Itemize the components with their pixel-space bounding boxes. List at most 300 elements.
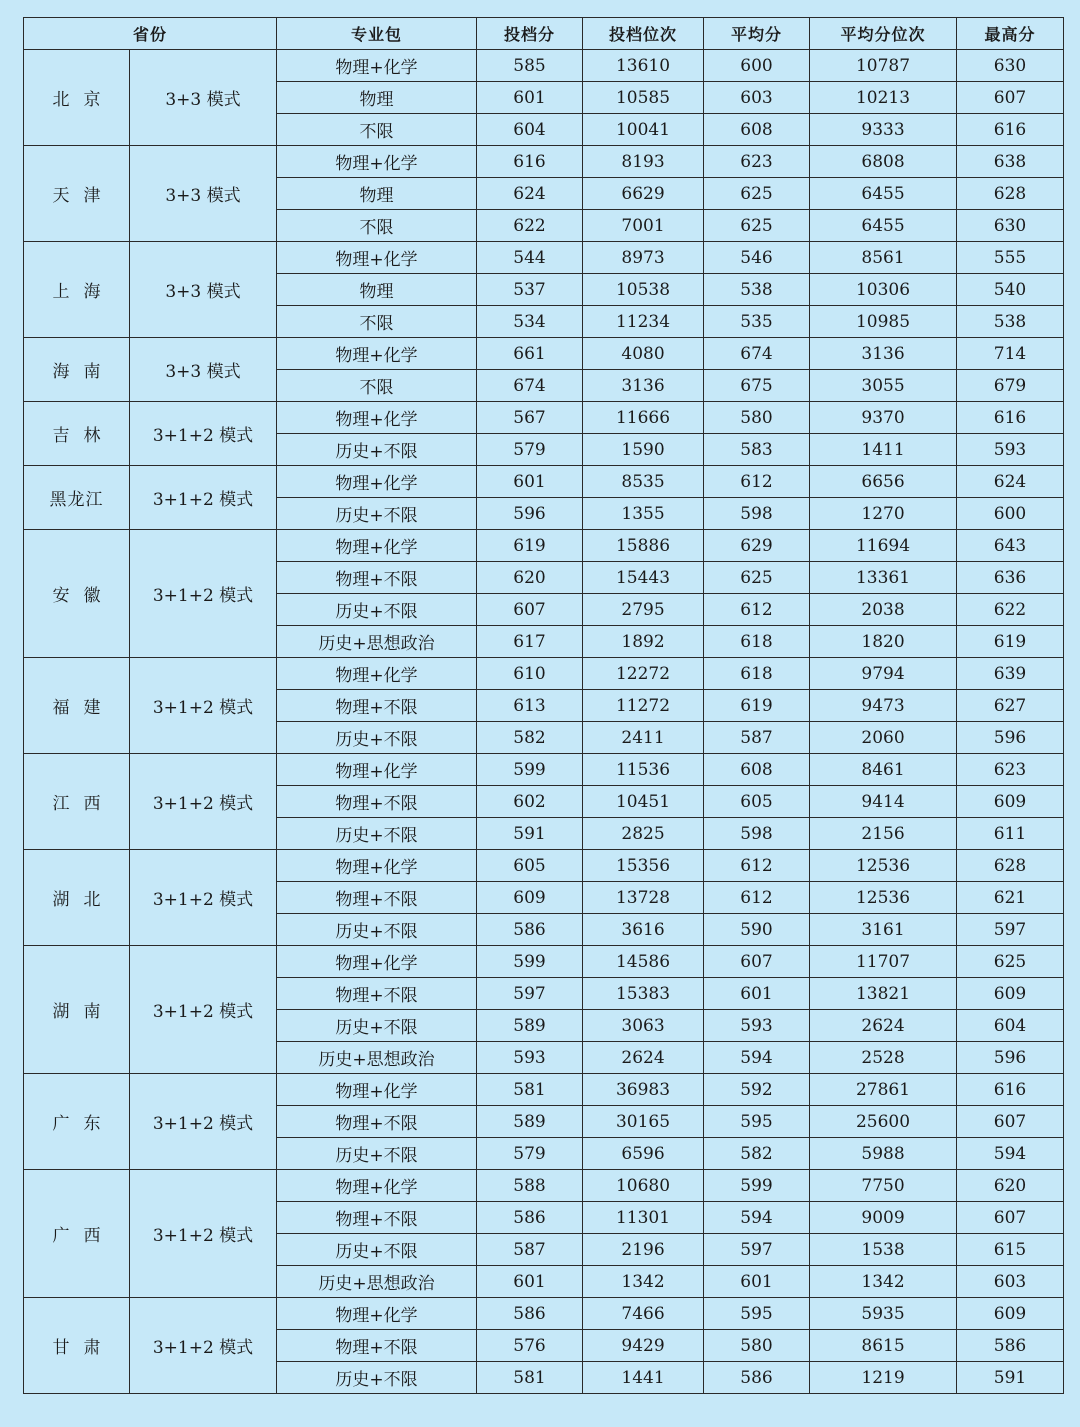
cutoff-rank-cell: 1590 (583, 434, 704, 466)
header-cutoff-score: 投档分 (477, 18, 583, 50)
cutoff-score-cell: 581 (477, 1362, 583, 1394)
cutoff-rank-cell: 14586 (583, 946, 704, 978)
average-rank-cell: 1342 (810, 1266, 957, 1298)
table-row (24, 242, 1064, 274)
average-rank-cell: 5988 (810, 1138, 957, 1170)
average-rank-cell: 13821 (810, 978, 957, 1010)
highest-score-cell: 630 (957, 50, 1064, 82)
province-cell: 广西 (24, 1170, 130, 1298)
highest-score-cell: 609 (957, 978, 1064, 1010)
highest-score-cell: 628 (957, 850, 1064, 882)
major-package-cell: 物理+化学 (277, 658, 477, 690)
highest-score-cell: 603 (957, 1266, 1064, 1298)
table-row (24, 754, 1064, 786)
average-score-cell: 587 (704, 722, 810, 754)
average-score-cell: 590 (704, 914, 810, 946)
major-package-cell: 物理+化学 (277, 1298, 477, 1330)
cutoff-score-cell: 602 (477, 786, 583, 818)
province-cell: 北京 (24, 50, 130, 146)
table-row (24, 466, 1064, 498)
average-rank-cell: 27861 (810, 1074, 957, 1106)
cutoff-rank-cell: 1892 (583, 626, 704, 658)
table-row (24, 1170, 1064, 1202)
province-cell: 吉林 (24, 402, 130, 466)
highest-score-cell: 643 (957, 530, 1064, 562)
cutoff-score-cell: 601 (477, 82, 583, 114)
cutoff-rank-cell: 10451 (583, 786, 704, 818)
highest-score-cell: 600 (957, 498, 1064, 530)
province-cell: 福建 (24, 658, 130, 754)
cutoff-rank-cell: 1441 (583, 1362, 704, 1394)
average-score-cell: 582 (704, 1138, 810, 1170)
cutoff-rank-cell: 7466 (583, 1298, 704, 1330)
cutoff-rank-cell: 12272 (583, 658, 704, 690)
average-score-cell: 600 (704, 50, 810, 82)
major-package-cell: 历史+不限 (277, 434, 477, 466)
average-score-cell: 623 (704, 146, 810, 178)
cutoff-rank-cell: 3136 (583, 370, 704, 402)
average-rank-cell: 8561 (810, 242, 957, 274)
cutoff-rank-cell: 2795 (583, 594, 704, 626)
cutoff-score-cell: 589 (477, 1010, 583, 1042)
average-score-cell: 625 (704, 178, 810, 210)
cutoff-score-cell: 588 (477, 1170, 583, 1202)
average-score-cell: 612 (704, 850, 810, 882)
cutoff-score-cell: 586 (477, 1298, 583, 1330)
average-score-cell: 608 (704, 114, 810, 146)
table-row (24, 146, 1064, 178)
highest-score-cell: 597 (957, 914, 1064, 946)
cutoff-rank-cell: 36983 (583, 1074, 704, 1106)
highest-score-cell: 596 (957, 1042, 1064, 1074)
average-rank-cell: 12536 (810, 850, 957, 882)
average-score-cell: 595 (704, 1106, 810, 1138)
cutoff-rank-cell: 15443 (583, 562, 704, 594)
cutoff-score-cell: 674 (477, 370, 583, 402)
cutoff-score-cell: 607 (477, 594, 583, 626)
cutoff-score-cell: 579 (477, 1138, 583, 1170)
cutoff-rank-cell: 8193 (583, 146, 704, 178)
cutoff-rank-cell: 8535 (583, 466, 704, 498)
average-score-cell: 538 (704, 274, 810, 306)
major-package-cell: 历史+不限 (277, 1010, 477, 1042)
average-rank-cell: 1219 (810, 1362, 957, 1394)
average-rank-cell: 2060 (810, 722, 957, 754)
province-cell: 湖南 (24, 946, 130, 1074)
major-package-cell: 物理+不限 (277, 978, 477, 1010)
average-rank-cell: 11694 (810, 530, 957, 562)
average-score-cell: 598 (704, 818, 810, 850)
highest-score-cell: 627 (957, 690, 1064, 722)
major-package-cell: 历史+不限 (277, 1234, 477, 1266)
cutoff-rank-cell: 2196 (583, 1234, 704, 1266)
cutoff-score-cell: 620 (477, 562, 583, 594)
average-score-cell: 583 (704, 434, 810, 466)
highest-score-cell: 538 (957, 306, 1064, 338)
province-cell: 海南 (24, 338, 130, 402)
cutoff-score-cell: 579 (477, 434, 583, 466)
highest-score-cell: 591 (957, 1362, 1064, 1394)
average-rank-cell: 2156 (810, 818, 957, 850)
highest-score-cell: 607 (957, 1106, 1064, 1138)
cutoff-score-cell: 596 (477, 498, 583, 530)
cutoff-rank-cell: 4080 (583, 338, 704, 370)
cutoff-rank-cell: 11666 (583, 402, 704, 434)
exam-mode-cell: 3+1+2 模式 (130, 1074, 277, 1170)
cutoff-score-cell: 593 (477, 1042, 583, 1074)
exam-mode-cell: 3+3 模式 (130, 50, 277, 146)
major-package-cell: 物理+化学 (277, 402, 477, 434)
major-package-cell: 不限 (277, 210, 477, 242)
admission-score-table (23, 17, 1064, 1394)
average-score-cell: 595 (704, 1298, 810, 1330)
cutoff-score-cell: 605 (477, 850, 583, 882)
major-package-cell: 物理+化学 (277, 850, 477, 882)
average-score-cell: 546 (704, 242, 810, 274)
major-package-cell: 物理+不限 (277, 786, 477, 818)
cutoff-rank-cell: 2825 (583, 818, 704, 850)
exam-mode-cell: 3+1+2 模式 (130, 946, 277, 1074)
cutoff-score-cell: 599 (477, 946, 583, 978)
cutoff-score-cell: 591 (477, 818, 583, 850)
cutoff-rank-cell: 15383 (583, 978, 704, 1010)
exam-mode-cell: 3+3 模式 (130, 338, 277, 402)
major-package-cell: 历史+不限 (277, 722, 477, 754)
highest-score-cell: 555 (957, 242, 1064, 274)
average-rank-cell: 8615 (810, 1330, 957, 1362)
province-cell: 上海 (24, 242, 130, 338)
cutoff-score-cell: 622 (477, 210, 583, 242)
highest-score-cell: 609 (957, 786, 1064, 818)
header-average-rank: 平均分位次 (810, 18, 957, 50)
highest-score-cell: 624 (957, 466, 1064, 498)
cutoff-rank-cell: 8973 (583, 242, 704, 274)
average-rank-cell: 6455 (810, 210, 957, 242)
exam-mode-cell: 3+1+2 模式 (130, 1170, 277, 1298)
major-package-cell: 物理+不限 (277, 882, 477, 914)
cutoff-score-cell: 624 (477, 178, 583, 210)
average-rank-cell: 13361 (810, 562, 957, 594)
average-score-cell: 629 (704, 530, 810, 562)
average-rank-cell: 3055 (810, 370, 957, 402)
highest-score-cell: 622 (957, 594, 1064, 626)
average-score-cell: 608 (704, 754, 810, 786)
cutoff-score-cell: 597 (477, 978, 583, 1010)
average-rank-cell: 6808 (810, 146, 957, 178)
average-rank-cell: 1411 (810, 434, 957, 466)
average-rank-cell: 1820 (810, 626, 957, 658)
average-rank-cell: 3136 (810, 338, 957, 370)
cutoff-rank-cell: 11272 (583, 690, 704, 722)
highest-score-cell: 638 (957, 146, 1064, 178)
highest-score-cell: 616 (957, 114, 1064, 146)
major-package-cell: 物理 (277, 274, 477, 306)
cutoff-rank-cell: 11234 (583, 306, 704, 338)
average-score-cell: 603 (704, 82, 810, 114)
average-score-cell: 594 (704, 1042, 810, 1074)
highest-score-cell: 679 (957, 370, 1064, 402)
cutoff-score-cell: 661 (477, 338, 583, 370)
major-package-cell: 不限 (277, 306, 477, 338)
average-score-cell: 594 (704, 1202, 810, 1234)
header-row (24, 18, 1064, 50)
cutoff-score-cell: 544 (477, 242, 583, 274)
cutoff-rank-cell: 1355 (583, 498, 704, 530)
average-score-cell: 580 (704, 1330, 810, 1362)
major-package-cell: 物理+不限 (277, 1106, 477, 1138)
cutoff-score-cell: 619 (477, 530, 583, 562)
major-package-cell: 不限 (277, 114, 477, 146)
cutoff-rank-cell: 2624 (583, 1042, 704, 1074)
cutoff-rank-cell: 9429 (583, 1330, 704, 1362)
highest-score-cell: 611 (957, 818, 1064, 850)
average-rank-cell: 1538 (810, 1234, 957, 1266)
header-highest-score: 最高分 (957, 18, 1064, 50)
table-row (24, 1298, 1064, 1330)
major-package-cell: 不限 (277, 370, 477, 402)
major-package-cell: 物理+不限 (277, 562, 477, 594)
cutoff-score-cell: 586 (477, 914, 583, 946)
major-package-cell: 物理+化学 (277, 1074, 477, 1106)
cutoff-rank-cell: 3616 (583, 914, 704, 946)
header-major-package: 专业包 (277, 18, 477, 50)
cutoff-score-cell: 609 (477, 882, 583, 914)
average-rank-cell: 10985 (810, 306, 957, 338)
table-row (24, 402, 1064, 434)
cutoff-score-cell: 537 (477, 274, 583, 306)
average-rank-cell: 5935 (810, 1298, 957, 1330)
cutoff-rank-cell: 3063 (583, 1010, 704, 1042)
province-cell: 江西 (24, 754, 130, 850)
cutoff-score-cell: 576 (477, 1330, 583, 1362)
score-table-container (23, 17, 1064, 1394)
cutoff-rank-cell: 6596 (583, 1138, 704, 1170)
exam-mode-cell: 3+1+2 模式 (130, 850, 277, 946)
average-score-cell: 601 (704, 1266, 810, 1298)
major-package-cell: 历史+思想政治 (277, 626, 477, 658)
cutoff-rank-cell: 10585 (583, 82, 704, 114)
header-province: 省份 (24, 18, 277, 50)
major-package-cell: 物理+化学 (277, 50, 477, 82)
average-score-cell: 625 (704, 562, 810, 594)
major-package-cell: 历史+思想政治 (277, 1266, 477, 1298)
cutoff-score-cell: 604 (477, 114, 583, 146)
cutoff-score-cell: 582 (477, 722, 583, 754)
average-rank-cell: 10787 (810, 50, 957, 82)
highest-score-cell: 615 (957, 1234, 1064, 1266)
cutoff-rank-cell: 1342 (583, 1266, 704, 1298)
average-score-cell: 586 (704, 1362, 810, 1394)
cutoff-rank-cell: 10680 (583, 1170, 704, 1202)
cutoff-score-cell: 616 (477, 146, 583, 178)
major-package-cell: 历史+不限 (277, 1362, 477, 1394)
cutoff-score-cell: 581 (477, 1074, 583, 1106)
province-cell: 黑龙江 (24, 466, 130, 530)
average-score-cell: 612 (704, 466, 810, 498)
average-rank-cell: 9414 (810, 786, 957, 818)
table-row (24, 658, 1064, 690)
highest-score-cell: 620 (957, 1170, 1064, 1202)
major-package-cell: 物理+不限 (277, 1330, 477, 1362)
cutoff-rank-cell: 11536 (583, 754, 704, 786)
cutoff-score-cell: 587 (477, 1234, 583, 1266)
average-score-cell: 607 (704, 946, 810, 978)
average-score-cell: 612 (704, 882, 810, 914)
exam-mode-cell: 3+1+2 模式 (130, 402, 277, 466)
highest-score-cell: 621 (957, 882, 1064, 914)
exam-mode-cell: 3+1+2 模式 (130, 1298, 277, 1394)
table-row (24, 946, 1064, 978)
cutoff-score-cell: 613 (477, 690, 583, 722)
major-package-cell: 物理+化学 (277, 530, 477, 562)
average-score-cell: 597 (704, 1234, 810, 1266)
highest-score-cell: 625 (957, 946, 1064, 978)
table-row (24, 530, 1064, 562)
average-rank-cell: 2624 (810, 1010, 957, 1042)
average-rank-cell: 10213 (810, 82, 957, 114)
average-rank-cell: 25600 (810, 1106, 957, 1138)
average-rank-cell: 10306 (810, 274, 957, 306)
cutoff-rank-cell: 15886 (583, 530, 704, 562)
average-score-cell: 605 (704, 786, 810, 818)
highest-score-cell: 639 (957, 658, 1064, 690)
highest-score-cell: 628 (957, 178, 1064, 210)
major-package-cell: 历史+不限 (277, 1138, 477, 1170)
cutoff-rank-cell: 6629 (583, 178, 704, 210)
header-cutoff-rank: 投档位次 (583, 18, 704, 50)
average-score-cell: 625 (704, 210, 810, 242)
province-cell: 湖北 (24, 850, 130, 946)
highest-score-cell: 596 (957, 722, 1064, 754)
major-package-cell: 物理+不限 (277, 690, 477, 722)
average-rank-cell: 3161 (810, 914, 957, 946)
major-package-cell: 物理 (277, 82, 477, 114)
highest-score-cell: 636 (957, 562, 1064, 594)
average-rank-cell: 9333 (810, 114, 957, 146)
major-package-cell: 物理+化学 (277, 754, 477, 786)
average-rank-cell: 7750 (810, 1170, 957, 1202)
cutoff-score-cell: 589 (477, 1106, 583, 1138)
cutoff-rank-cell: 30165 (583, 1106, 704, 1138)
cutoff-score-cell: 585 (477, 50, 583, 82)
average-rank-cell: 6455 (810, 178, 957, 210)
average-score-cell: 618 (704, 626, 810, 658)
average-score-cell: 593 (704, 1010, 810, 1042)
average-score-cell: 601 (704, 978, 810, 1010)
exam-mode-cell: 3+3 模式 (130, 242, 277, 338)
major-package-cell: 物理+化学 (277, 466, 477, 498)
cutoff-score-cell: 586 (477, 1202, 583, 1234)
major-package-cell: 物理 (277, 178, 477, 210)
average-score-cell: 599 (704, 1170, 810, 1202)
header-average-score: 平均分 (704, 18, 810, 50)
province-cell: 广东 (24, 1074, 130, 1170)
major-package-cell: 物理+化学 (277, 242, 477, 274)
exam-mode-cell: 3+1+2 模式 (130, 530, 277, 658)
major-package-cell: 历史+不限 (277, 498, 477, 530)
exam-mode-cell: 3+1+2 模式 (130, 658, 277, 754)
average-score-cell: 674 (704, 338, 810, 370)
cutoff-rank-cell: 7001 (583, 210, 704, 242)
highest-score-cell: 540 (957, 274, 1064, 306)
average-rank-cell: 2038 (810, 594, 957, 626)
cutoff-score-cell: 601 (477, 466, 583, 498)
cutoff-rank-cell: 13728 (583, 882, 704, 914)
highest-score-cell: 586 (957, 1330, 1064, 1362)
average-rank-cell: 8461 (810, 754, 957, 786)
average-rank-cell: 9794 (810, 658, 957, 690)
average-score-cell: 592 (704, 1074, 810, 1106)
table-row (24, 1074, 1064, 1106)
highest-score-cell: 604 (957, 1010, 1064, 1042)
cutoff-rank-cell: 10041 (583, 114, 704, 146)
highest-score-cell: 607 (957, 1202, 1064, 1234)
table-row (24, 338, 1064, 370)
highest-score-cell: 616 (957, 402, 1064, 434)
highest-score-cell: 593 (957, 434, 1064, 466)
highest-score-cell: 616 (957, 1074, 1064, 1106)
average-rank-cell: 1270 (810, 498, 957, 530)
cutoff-score-cell: 599 (477, 754, 583, 786)
average-rank-cell: 2528 (810, 1042, 957, 1074)
average-rank-cell: 12536 (810, 882, 957, 914)
province-cell: 甘肃 (24, 1298, 130, 1394)
cutoff-rank-cell: 11301 (583, 1202, 704, 1234)
average-rank-cell: 9473 (810, 690, 957, 722)
cutoff-score-cell: 534 (477, 306, 583, 338)
major-package-cell: 物理+化学 (277, 946, 477, 978)
highest-score-cell: 623 (957, 754, 1064, 786)
average-score-cell: 619 (704, 690, 810, 722)
average-rank-cell: 11707 (810, 946, 957, 978)
average-score-cell: 598 (704, 498, 810, 530)
table-row (24, 850, 1064, 882)
highest-score-cell: 609 (957, 1298, 1064, 1330)
cutoff-rank-cell: 13610 (583, 50, 704, 82)
cutoff-score-cell: 610 (477, 658, 583, 690)
table-row (24, 50, 1064, 82)
cutoff-rank-cell: 2411 (583, 722, 704, 754)
cutoff-score-cell: 601 (477, 1266, 583, 1298)
province-cell: 天津 (24, 146, 130, 242)
average-score-cell: 675 (704, 370, 810, 402)
major-package-cell: 历史+不限 (277, 818, 477, 850)
exam-mode-cell: 3+1+2 模式 (130, 754, 277, 850)
cutoff-rank-cell: 15356 (583, 850, 704, 882)
highest-score-cell: 630 (957, 210, 1064, 242)
average-score-cell: 612 (704, 594, 810, 626)
province-cell: 安徽 (24, 530, 130, 658)
major-package-cell: 物理+化学 (277, 1170, 477, 1202)
cutoff-rank-cell: 10538 (583, 274, 704, 306)
highest-score-cell: 594 (957, 1138, 1064, 1170)
cutoff-score-cell: 617 (477, 626, 583, 658)
major-package-cell: 历史+不限 (277, 914, 477, 946)
cutoff-score-cell: 567 (477, 402, 583, 434)
highest-score-cell: 607 (957, 82, 1064, 114)
highest-score-cell: 714 (957, 338, 1064, 370)
major-package-cell: 历史+不限 (277, 594, 477, 626)
average-score-cell: 580 (704, 402, 810, 434)
exam-mode-cell: 3+1+2 模式 (130, 466, 277, 530)
average-rank-cell: 9370 (810, 402, 957, 434)
exam-mode-cell: 3+3 模式 (130, 146, 277, 242)
average-rank-cell: 9009 (810, 1202, 957, 1234)
major-package-cell: 物理+不限 (277, 1202, 477, 1234)
major-package-cell: 物理+化学 (277, 338, 477, 370)
major-package-cell: 物理+化学 (277, 146, 477, 178)
average-score-cell: 535 (704, 306, 810, 338)
